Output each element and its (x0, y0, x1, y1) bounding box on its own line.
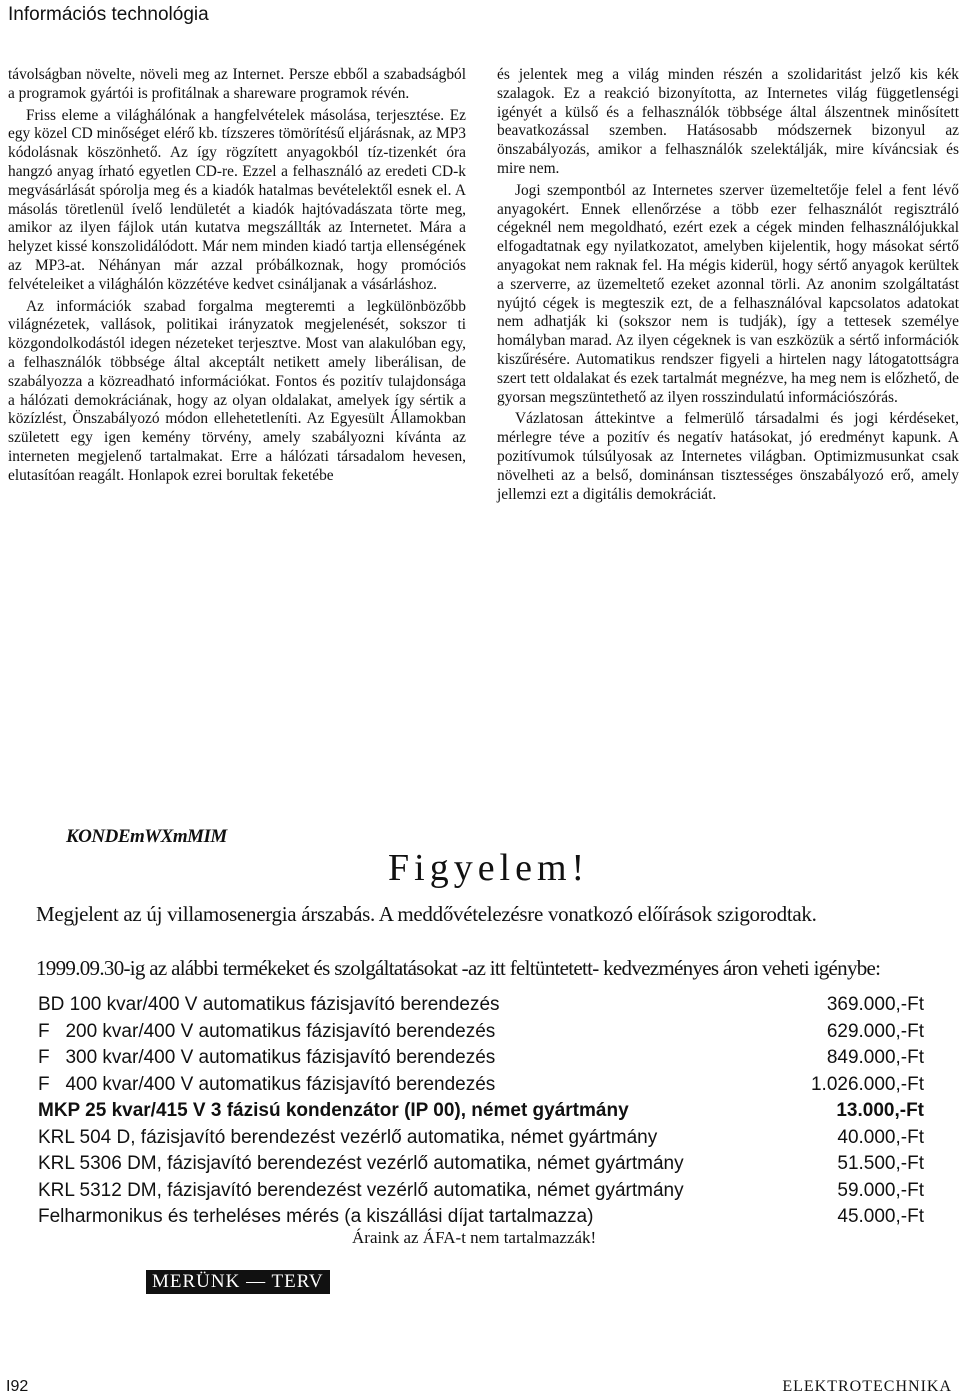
item-price: 45.000,-Ft (837, 1206, 924, 1227)
item-name: MKP 25 kvar/415 V 3 fázisú kondenzátor (IP 00), német gyártmány (38, 1100, 629, 1121)
right-paragraph-3: Vázlatosan áttekintve a felmerülő társadalmi és jogi kérdéseket, mérlegre téve a pozitív és negatív hatásokat, jó eredményt kapunk. A pozitívumok túlsúlyosak az Internetes világban. Optimizmusunkat csak növelheti az a belső, dominánsan tisztességes önszabályozó erő, amely jellemzi ezt a digitális demokráciát. (497, 410, 959, 503)
item-name: KRL 504 D, fázisjavító berendezést vezérlő automatika, német gyártmány (38, 1126, 658, 1148)
item-name: BD 100 kvar/400 V automatikus fázisjavító berendezés (38, 994, 500, 1015)
journal-name: ELEKTROTECHNIKA (782, 1378, 952, 1395)
item-name: F 200 kvar/400 V automatikus fázisjavító berendezés (38, 1020, 496, 1042)
left-column (8, 66, 466, 486)
vat-note: Áraink az ÁFA-t nem tartalmazzák! (352, 1228, 597, 1247)
ad-company-name: KONDEmWXmMIM (66, 826, 227, 847)
price-row (38, 1204, 924, 1231)
price-row (38, 1178, 924, 1205)
section-header: Információs technológia (8, 4, 209, 25)
company-logo: MERÜNK — TERV (146, 1270, 330, 1294)
ad-headline: Figyelem! (388, 847, 590, 889)
item-price: 59.000,-Ft (837, 1179, 924, 1201)
page-number: I92 (6, 1378, 29, 1395)
right-column (497, 66, 959, 504)
item-price: 51.500,-Ft (837, 1153, 924, 1174)
item-name: Felharmonikus és terheléses mérés (a kiszállási díjat tartalmazza) (38, 1206, 594, 1227)
item-name: F 300 kvar/400 V automatikus fázisjavító berendezés (38, 1047, 496, 1068)
ad-date-line: 1999.09.30-ig az alábbi termékeket és szolgáltatásokat -az itt feltüntetett- kedvezményes áron veheti igénybe: (36, 956, 881, 980)
price-row (38, 1045, 924, 1072)
price-row (38, 1072, 924, 1099)
item-price: 40.000,-Ft (837, 1126, 924, 1148)
item-name: KRL 5306 DM, fázisjavító berendezést vezérlő automatika, német gyártmány (38, 1153, 684, 1174)
left-paragraph-3: Az információk szabad forgalma megteremti a legkülönbözőbb világnézetek, vallások, politikai irányzatok megjelenését, sokszor ti közgondolkodástól idegen nézeteket terjesztve. Most van alakulóban egy, a felhasználók többsége által akceptált netikett amely liberálisan, de szabályozza a közreadható információkat. Fontos és pozitív tulajdonsága a hálózati demokráciának, hogy az olyan oldalakat, amelyek így sértik a közízlést, Önszabályozó módon ellehetetleníti. Az Egyesült Államokban született egy igen kemény törvény, amely szabályozni kívánta az interneten megjelenő tartalmakat. Erre a hálózati társadalom hevesen, elutasítóan reagált. Honlapok ezrei borultak feketébe (8, 297, 466, 484)
price-row (38, 992, 924, 1019)
right-paragraph-1: és jelentek meg a világ minden részén a szolidaritást jelző kis kék szalagok. Ez a reakció bizonyította, az Internetes világ függetlenségi igényét a külső és a felhasználók többsége által álszentnek minősített beavatkozással szemben. Hatásosabb módszernek bizonyul az önszabályozás, amikor a felhasználók szelektálják, mire kíváncsiak és mire nem. (497, 66, 959, 177)
left-paragraph-1: távolságban növelte, növeli meg az Internet. Persze ebből a szabadságból a programok gyártói is profitálnak a shareware programok révén. (8, 66, 466, 102)
item-price: 629.000,-Ft (826, 1020, 924, 1042)
price-row (38, 1019, 924, 1046)
ad-subheadline: Megjelent az új villamosenergia árszabás. A meddővételezésre vonatkozó előírások szigorodtak. (36, 902, 817, 926)
price-list (38, 992, 924, 1231)
price-row (38, 1125, 924, 1152)
left-paragraph-2: Friss eleme a világhálónak a hangfelvételek másolása, terjesztése. Ez egy közel CD minőséget elérő kb. tízszeres tömörítésű eljárásnak, az MP3 kódolásnak köszönhető. Az így rögzített anyagokból tíz-tizenkét óra hangzó anyag írható egyetlen CD-re. Ezzel a felhasználó az eredeti CD-k megvásárlását spórolja meg és a kiadók hatalmas bevételektől esnek el. A másolás töretlenül ívelő lendületét a kiadók hajtóvadászata törte meg, amikor az ilyen fájlok után kutatva megszállták az Internetet. Mára a helyzet kissé konszolidálódott. Már nem minden kiadó tartja ellenségének az MP3-at. Néhányan már azzal próbálkoznak, hogy promóciós felvételeiket a világhálón közzétéve kedvet csináljanak a vásárláshoz. (8, 106, 466, 293)
item-price: 1.026.000,-Ft (810, 1073, 924, 1095)
item-price: 369.000,-Ft (826, 994, 924, 1015)
item-name: KRL 5312 DM, fázisjavító berendezést vezérlő automatika, német gyártmány (38, 1179, 684, 1201)
price-row (38, 1151, 924, 1178)
item-price: 13.000,-Ft (836, 1100, 924, 1121)
price-row (38, 1098, 924, 1125)
item-name: F 400 kvar/400 V automatikus fázisjavító berendezés (38, 1073, 496, 1095)
item-price: 849.000,-Ft (826, 1047, 924, 1068)
right-paragraph-2: Jogi szempontból az Internetes szerver üzemeltetője felel a fent lévő anyagokért. Ennek ellenőrzése a több ezer felhasználót regisztráló cégeknél nem megoldható, ezért ezek a cégek minden felhasználójukkal elfogadtatnak egy nyilatkozatot, amelyben kijelentik, hogy másokat sértő anyagokat nem raknak fel. Ha mégis kiderül, hogy sértő anyagok kerültek a szerverre, az üzemeltető ezeket azonnal törli. Az anonim szolgáltatást nyújtó cégek is megteszik ezt, de a felhasználóval kapcsolatos adatokat nem adhatják ki (sokszor nem is tudják), így a tettesek személye homályban marad. Az ilyen cégeknek is van eszközük a sértő információk kiszűrésére. Automatikus rendszer figyeli a hirtelen nagy látogatottságra szert tett oldalakat és ezek tartalmát megnézve, ha meg nem is előzhető, de gyorsan megszüntethető az ilyen rosszindulatú információszórás. (497, 181, 959, 406)
